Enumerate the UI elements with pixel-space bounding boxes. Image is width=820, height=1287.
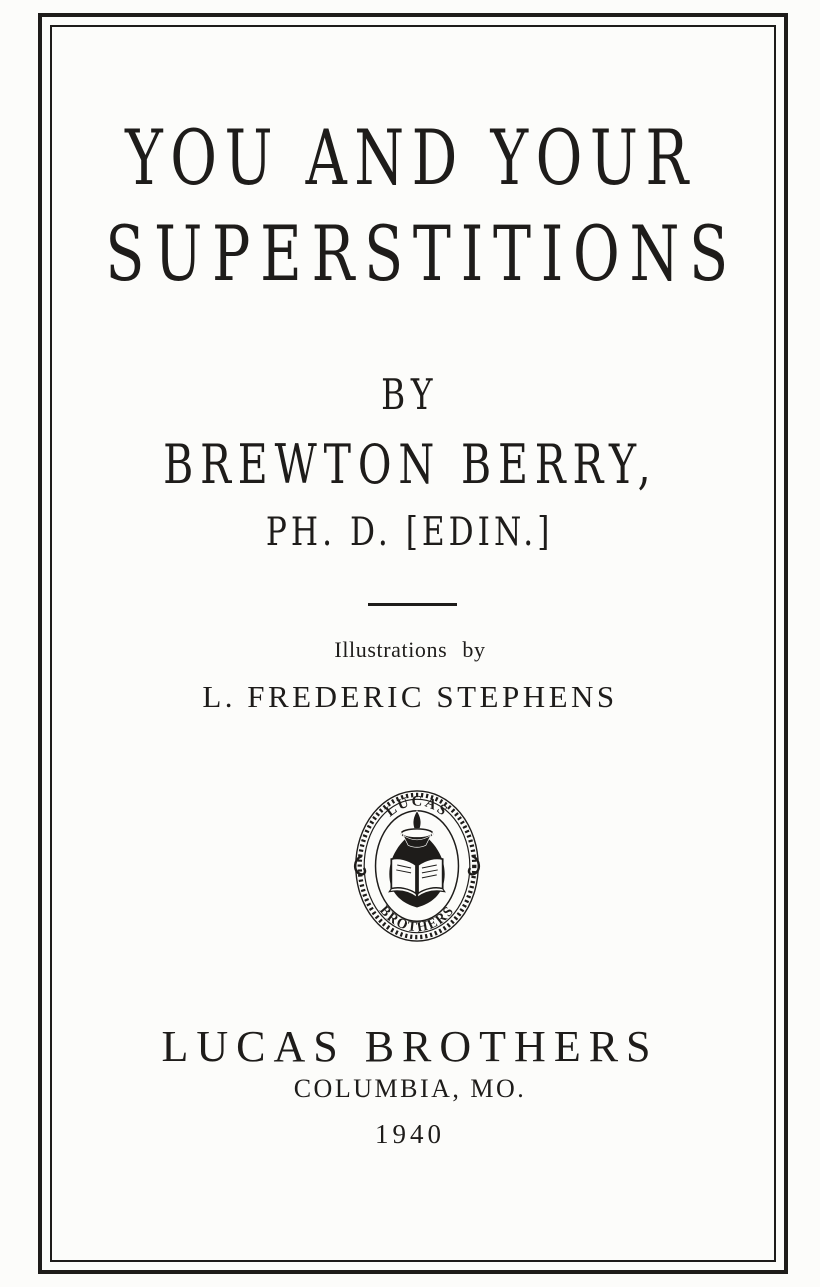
logo-top-text: LUCAS xyxy=(382,793,452,821)
book-title-line-2-text: SUPERSTITIONS xyxy=(105,209,738,298)
publisher-name: LUCAS BROTHERS xyxy=(161,1022,659,1071)
logo-bottom-text: BROTHERS xyxy=(376,902,458,935)
publisher-logo xyxy=(352,787,482,945)
lamp-icon xyxy=(395,811,439,848)
byline xyxy=(0,370,820,419)
publication-year: 1940 xyxy=(375,1119,445,1149)
book-title-line-1 xyxy=(0,113,820,202)
author-degree-text: PH. D. [EDIN.] xyxy=(266,510,554,555)
divider-rule xyxy=(368,603,457,606)
byline-text: BY xyxy=(381,370,439,419)
author-name-text: BREWTON BERRY, xyxy=(162,433,658,496)
author-degree xyxy=(0,510,820,555)
author-name xyxy=(0,433,820,496)
illustrations-label: Illustrations by xyxy=(334,637,486,662)
illustrator-name: L. FREDERIC STEPHENS xyxy=(202,679,618,714)
book-title-line-1-text: YOU AND YOUR xyxy=(124,113,696,202)
publisher-city: COLUMBIA, MO. xyxy=(293,1074,527,1103)
book-title-line-2 xyxy=(0,209,820,298)
publisher-seal-icon xyxy=(352,787,482,945)
